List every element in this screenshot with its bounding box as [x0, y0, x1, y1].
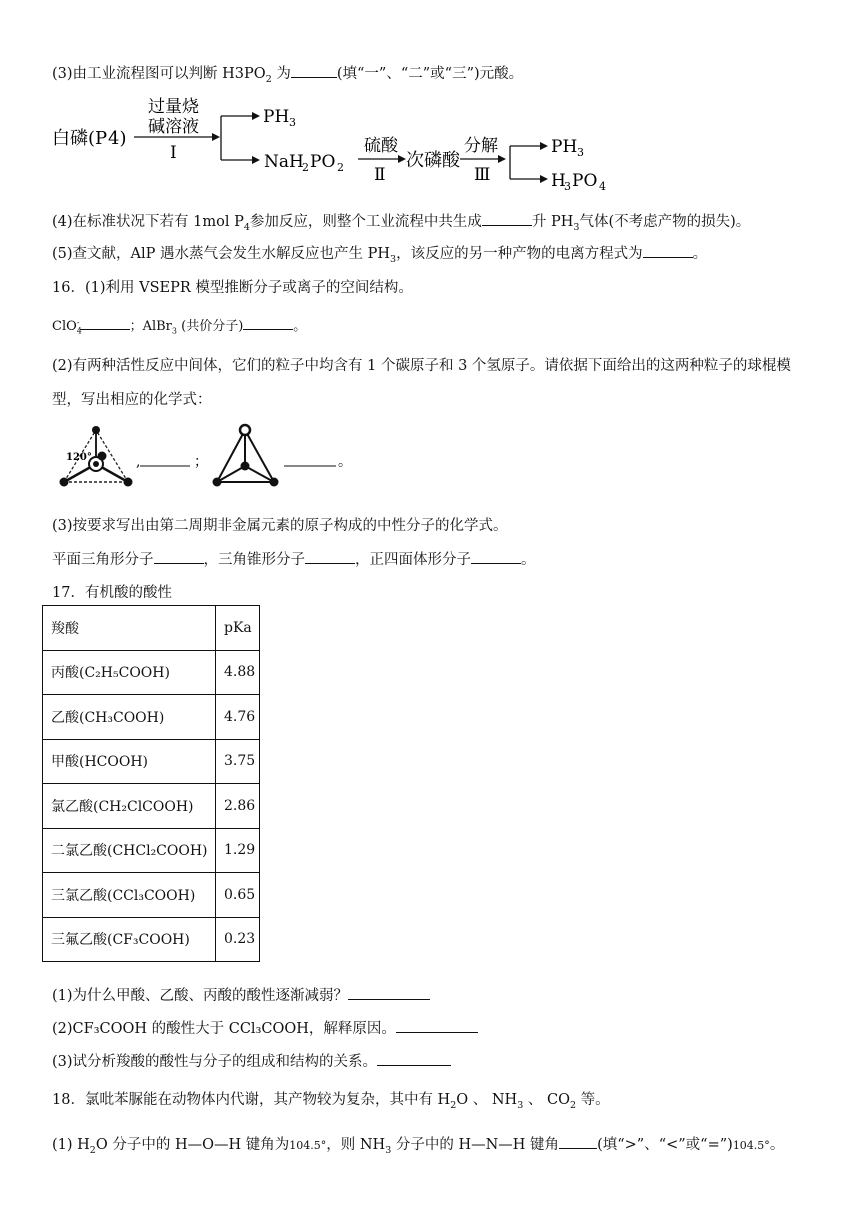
svg-text:3: 3 — [577, 146, 584, 159]
svg-text:4: 4 — [599, 180, 606, 193]
answer-blank[interactable] — [305, 562, 355, 564]
svg-text:,: , — [136, 454, 141, 470]
q16-part2-a: (2)有两种活性反应中间体，它们的粒子中均含有 1 个碳原子和 3 个氢原子。请依据下面给出的这两种粒子的球棍模 — [52, 358, 791, 374]
flow-mid: 次磷酸 — [406, 150, 460, 171]
q16-part1-blanks: ClO$_4$- ；AlBr$_3$ (共价分子) 。 — [52, 317, 307, 336]
svg-text:2: 2 — [302, 161, 309, 174]
q16-part2-b: 型，写出相应的化学式： — [52, 392, 212, 408]
flow-step2-top: 硫酸 — [364, 136, 398, 156]
pka-table — [42, 605, 260, 962]
svg-text:3: 3 — [289, 116, 296, 129]
svg-text:；: ； — [194, 454, 208, 470]
answer-blank[interactable] — [291, 76, 337, 78]
q17-question3: (3)试分析羧酸的酸性与分子的组成和结构的关系。 — [52, 1050, 451, 1071]
answer-blank[interactable] — [377, 1064, 451, 1066]
flow-product-ph3-b: PH — [551, 137, 578, 157]
flow-step3-num: Ⅲ — [474, 165, 491, 185]
angle-label: 120° — [66, 452, 92, 463]
q16-title: 16．(1)利用 VSEPR 模型推断分子或离子的空间结构。 — [52, 280, 413, 296]
industrial-flow-diagram — [52, 94, 652, 194]
svg-text:4): 4) — [108, 128, 127, 149]
table-header-acid: 羧酸 — [43, 606, 216, 651]
q17-title: 17．有机酸的酸性 — [52, 585, 172, 601]
answer-blank[interactable] — [154, 562, 204, 564]
answer-blank[interactable] — [471, 562, 521, 564]
svg-text:。: 。 — [338, 454, 352, 470]
table-row: 三氟乙酸(CF₃COOH) 0.23 — [43, 917, 260, 962]
flow-product-h3po4: H — [551, 171, 566, 191]
answer-blank[interactable] — [243, 328, 293, 330]
table-row: 二氯乙酸(CHCl₂COOH) 1.29 — [43, 828, 260, 873]
table-row: 乙酸(CH₃COOH) 4.76 — [43, 695, 260, 740]
flow-start: 白磷(P — [52, 128, 108, 149]
q17-question2: (2)CF₃COOH 的酸性大于 CCl₃COOH，解释原因。 — [52, 1017, 478, 1038]
flow-step1-num: Ⅰ — [170, 143, 177, 163]
svg-text:2: 2 — [337, 161, 344, 174]
flow-step1-top2: 碱溶液 — [148, 117, 199, 137]
pyramid-model-diagram — [213, 425, 279, 487]
table-row: 氯乙酸(CH₂ClCOOH) 2.86 — [43, 784, 260, 829]
planar-model-diagram — [60, 426, 133, 487]
answer-blank[interactable] — [80, 328, 130, 330]
answer-blank[interactable] — [482, 224, 532, 226]
q17-question1: (1)为什么甲酸、乙酸、丙酸的酸性逐渐减弱？ — [52, 984, 430, 1005]
ball-stick-models — [52, 420, 372, 496]
q18-title: 18．氯吡苯脲能在动物体内代谢，其产物较为复杂，其中有 $H_2O$ 、 $NH_3$ 、 $CO_2$ 等。 — [52, 1092, 610, 1111]
q15-part3: (3)由工业流程图可以判断 $H3PO_2$ 为 (填“一”、“二”或“三”)元酸。 — [52, 66, 524, 85]
q15-part5: (5)查文献，AlP 遇水蒸气会发生水解反应也产生 $PH_3$，该反应的另一种产物的电离方程式为 。 — [52, 246, 708, 265]
flow-step1-top1: 过量烧 — [148, 97, 199, 117]
answer-blank[interactable] — [643, 256, 693, 258]
svg-text:3: 3 — [564, 180, 571, 193]
q18-part1: (1) $H_2O$ 分子中的 H—O—H 键角为104.5°，则 $NH_3$ 分子中的 H—N—H 键角 (填“>”、“<”或“=”)104.5°。 — [52, 1137, 785, 1156]
answer-blank[interactable] — [559, 1147, 597, 1149]
flow-product-ph3: PH — [263, 107, 290, 127]
flow-product-nah2po2: NaH — [264, 152, 304, 172]
table-row: 甲酸(HCOOH) 3.75 — [43, 739, 260, 784]
table-row: 三氯乙酸(CCl₃COOH) 0.65 — [43, 873, 260, 918]
table-header-row — [43, 606, 260, 651]
q16-part3: (3)按要求写出由第二周期非金属元素的原子构成的中性分子的化学式。 — [52, 518, 508, 534]
flow-step3-top: 分解 — [464, 136, 498, 156]
flow-step2-num: Ⅱ — [374, 165, 386, 185]
answer-blank[interactable] — [396, 1031, 478, 1033]
table-row: 丙酸(C₂H₅COOH) 4.88 — [43, 650, 260, 695]
q15-part4: (4)在标准状况下若有 1mol $P_4$参加反应，则整个工业流程中共生成 升 $PH_3$气体(不考虑产物的损失)。 — [52, 214, 751, 233]
svg-text:PO: PO — [310, 152, 336, 172]
q16-part3-blanks: 平面三角形分子 ，三角锥形分子 ，正四面体形分子 。 — [52, 552, 536, 568]
svg-text:PO: PO — [572, 171, 598, 191]
table-header-pka: pKa — [216, 606, 260, 651]
answer-blank[interactable] — [348, 998, 430, 1000]
